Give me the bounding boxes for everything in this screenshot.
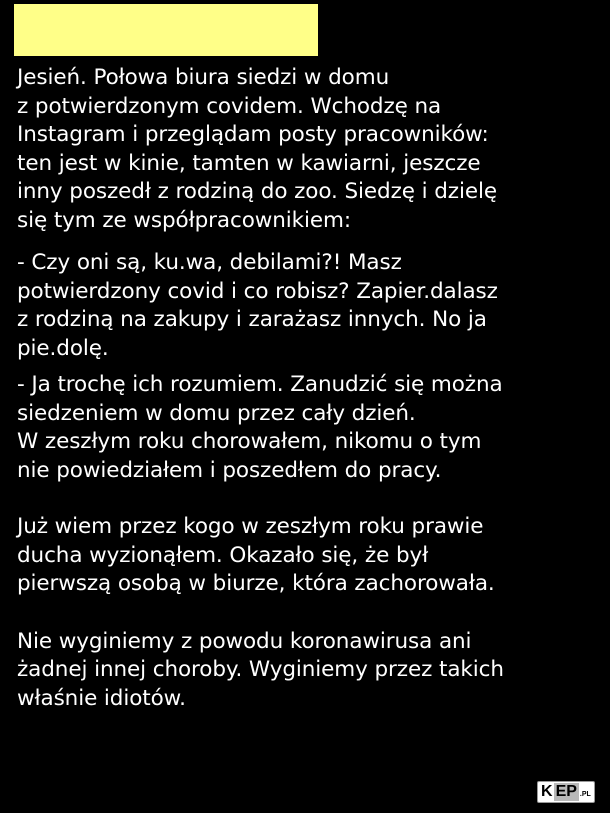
paragraph-realization: Już wiem przez kogo w zeszłym roku prawie ducha wyzionąłem. Okazało się, że był pierwszą osobą w biurze, która zachorowała. (17, 514, 495, 596)
story-text (17, 64, 602, 713)
paragraph-dialogue-1: - Czy oni są, ku.wa, debilami?! Masz potwierdzony covid i co robisz? Zapier.dalasz z rodziną na zakupy i zarażasz innych. No ja pie.dolę. (17, 250, 498, 361)
paragraph-conclusion: Nie wyginiemy z powodu koronawirusa ani żadnej innej choroby. Wyginiemy przez takich właśnie idiotów. (17, 628, 504, 711)
paragraph-intro: Jesień. Połowa biura siedzi w domu z potwierdzonym covidem. Wchodzę na Instagram i przeglądam posty pracowników: ten jest w kinie, tamten w kawiarni, jeszcze inny poszedł z rodziną do zoo. Siedzę i dzielę się tym ze współpracownikiem: (17, 65, 497, 233)
paragraph-dialogue-2: - Ja trochę ich rozumiem. Zanudzić się można siedzeniem w domu przez cały dzień. W zeszłym roku chorowałem, nikomu o tym nie powiedziałem i poszedłem do pracy. (17, 372, 503, 483)
kiep-logo (537, 781, 595, 803)
logo-ep: EP (555, 783, 577, 800)
logo-k: K (541, 783, 553, 800)
logo-pl: .PL (579, 791, 591, 798)
yellow-highlight-box (14, 4, 318, 56)
